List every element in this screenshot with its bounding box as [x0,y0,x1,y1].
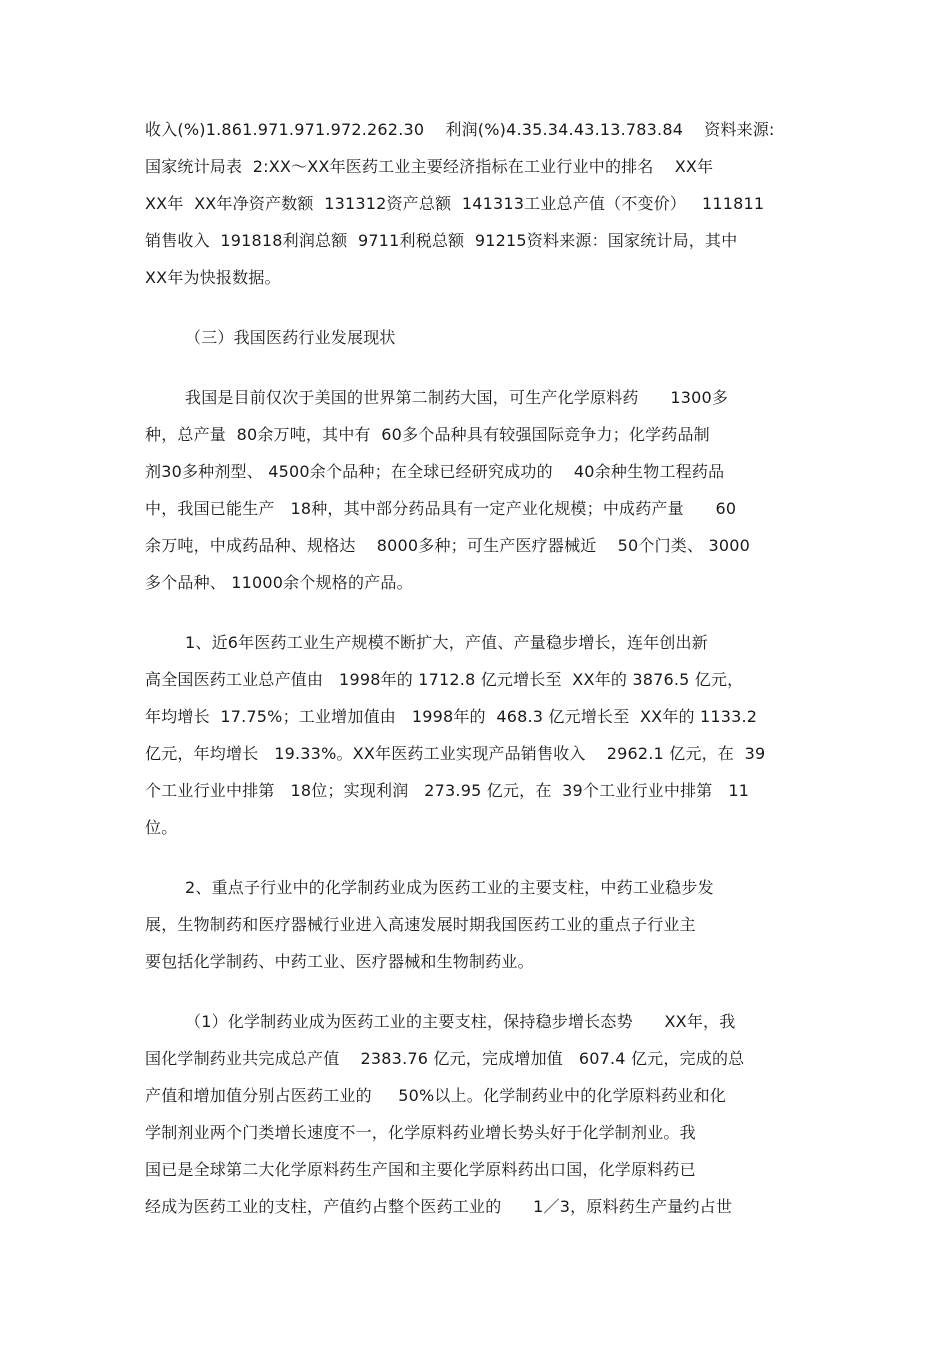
text-line: 多个品种、 11000余个规格的产品。 [145,573,413,592]
text-line: 种，总产量 80余万吨，其中有 60多个品种具有较强国际竞争力；化学药品制 [145,425,710,444]
section-heading: （三）我国医药行业发展现状 [185,328,396,347]
text-line: 亿元，年均增长 19.33%。XX年医药工业实现产品销售收入 2962.1 亿元，在 39 [145,744,766,763]
text-line: 年均增长 17.75%；工业增加值由 1998年的 468.3 亿元增长至 XX年的 1133.2 [145,707,758,726]
text-line: 2、重点子行业中的化学制药业成为医药工业的主要支柱，中药工业稳步发 [185,878,714,897]
text-line: 国化学制药业共完成总产值 2383.76 亿元，完成增加值 607.4 亿元，完成的总 [145,1049,745,1068]
text-line: XX年为快报数据。 [145,268,281,287]
text-line: 国家统计局表 2:XX～XX年医药工业主要经济指标在工业行业中的排名 XX年 [145,157,714,176]
text-line: 展，生物制药和医疗器械行业进入高速发展时期我国医药工业的重点子行业主 [145,915,696,934]
text-line: 国已是全球第二大化学原料药生产国和主要化学原料药出口国，化学原料药已 [145,1160,696,1179]
text-line: 我国是目前仅次于美国的世界第二制药大国，可生产化学原料药 1300多 [185,388,729,407]
text-line: 高全国医药工业总产值由 1998年的 1712.8 亿元增长至 XX年的 3876.5 亿元， [145,670,744,689]
text-line: 学制剂业两个门类增长速度不一，化学原料药业增长势头好于化学制剂业。我 [145,1123,696,1142]
text-line: 销售收入 191818利润总额 9711利税总额 91215资料来源：国家统计局，其中 [145,231,738,250]
text-line: 1、近6年医药工业生产规模不断扩大，产值、产量稳步增长，连年创出新 [185,633,708,652]
text-line: 剂30多种剂型、 4500余个品种；在全球已经研究成功的 40余种生物工程药品 [145,462,725,481]
text-line: 余万吨，中成药品种、规格达 8000多种；可生产医疗器械近 50个门类、 3000 [145,536,750,555]
text-line: 产值和增加值分别占医药工业的 50%以上。化学制药业中的化学原料药业和化 [145,1086,726,1105]
text-line: XX年 XX年净资产数额 131312资产总额 141313工业总产值（不变价） 111811 [145,194,765,213]
text-line: 中，我国已能生产 18种，其中部分药品具有一定产业化规模；中成药产量 60 [145,499,737,518]
text-line: 位。 [145,818,178,837]
text-line: 经成为医药工业的支柱，产值约占整个医药工业的 1／3，原料药生产量约占世 [145,1197,733,1216]
text-line: 个工业行业中排第 18位；实现利润 273.95 亿元，在 39个工业行业中排第 11 [145,781,750,800]
text-line: （1）化学制药业成为医药工业的主要支柱，保持稳步增长态势 XX年，我 [185,1012,736,1031]
text-line: 要包括化学制药、中药工业、医疗器械和生物制药业。 [145,952,534,971]
text-line: 收入(%)1.861.971.971.972.262.30 利润(%)4.35.34.43.13.783.84 资料来源: [145,120,775,139]
